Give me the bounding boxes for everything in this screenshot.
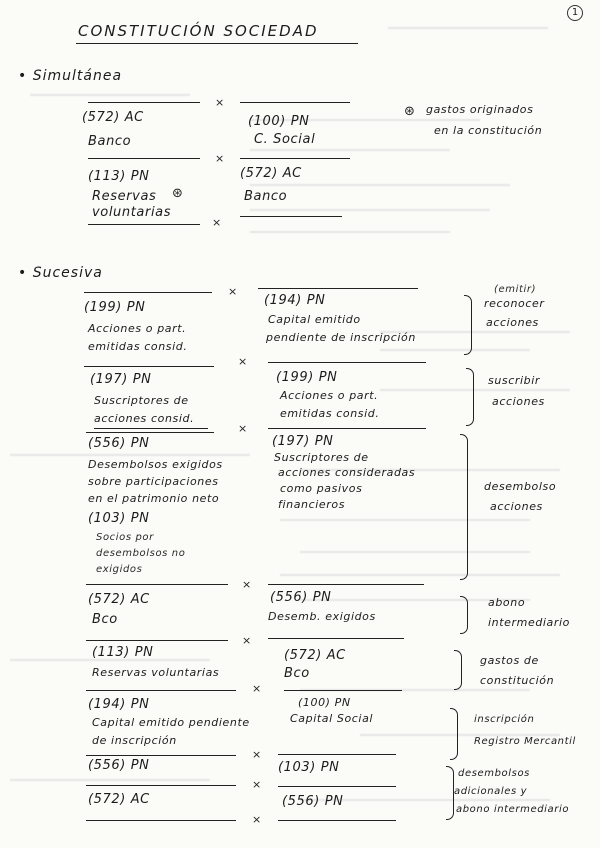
- entry-divider: [86, 690, 236, 691]
- cross-mark: ×: [242, 578, 252, 591]
- account-name: voluntarias: [92, 205, 172, 220]
- account-code: (572) AC: [88, 792, 150, 807]
- account-name: acciones consid.: [94, 412, 195, 425]
- entry-divider: [84, 366, 214, 367]
- side-note: acciones: [486, 316, 539, 329]
- account-name: Bco: [92, 612, 118, 627]
- account-code: (572) AC: [284, 648, 346, 663]
- entry-divider: [86, 755, 236, 756]
- account-name: como pasivos: [280, 482, 363, 495]
- account-code: (113) PN: [88, 169, 150, 184]
- account-code: (572) AC: [82, 110, 144, 125]
- entry-underline: [94, 428, 208, 429]
- account-name: Desemb. exigidos: [268, 610, 376, 623]
- entry-divider: [240, 158, 350, 159]
- account-name: Desembolsos exigidos: [88, 458, 223, 471]
- account-name: Suscriptores de: [94, 394, 189, 407]
- account-name: Capital emitido pendiente: [92, 716, 250, 729]
- side-note: acciones: [492, 395, 545, 408]
- account-code: (103) PN: [88, 511, 150, 526]
- brace: [464, 295, 472, 355]
- entry-divider: [88, 158, 200, 159]
- side-note: Registro Mercantil: [474, 736, 576, 747]
- account-code: (113) PN: [92, 645, 154, 660]
- account-name: Acciones o part.: [88, 322, 187, 335]
- cross-mark: ×: [252, 682, 262, 695]
- side-note: constitución: [480, 674, 555, 687]
- account-name: de inscripción: [92, 734, 177, 747]
- side-note: abono: [488, 596, 526, 609]
- cross-mark: ×: [228, 285, 238, 298]
- entry-divider: [278, 754, 396, 755]
- account-name: Banco: [244, 189, 288, 204]
- cross-mark: ×: [252, 778, 262, 791]
- side-note: intermediario: [488, 616, 571, 629]
- account-code: (194) PN: [264, 293, 326, 308]
- entry-divider: [278, 786, 396, 787]
- side-note: inscripción: [474, 714, 535, 725]
- account-name: Suscriptores de: [274, 451, 369, 464]
- section-heading-simultanea: • Simultánea: [18, 68, 123, 84]
- account-code: (199) PN: [276, 370, 338, 385]
- account-code: (556) PN: [88, 436, 150, 451]
- entry-divider: [86, 820, 236, 821]
- entry-divider: [268, 638, 404, 639]
- cross-mark: ×: [242, 634, 252, 647]
- account-name: en el patrimonio neto: [88, 492, 220, 505]
- cross-mark: ×: [212, 216, 222, 229]
- account-name: emitidas consid.: [280, 407, 380, 420]
- entry-divider: [86, 785, 236, 786]
- cross-mark: ×: [238, 422, 248, 435]
- side-note: suscribir: [488, 374, 541, 387]
- account-code: (197) PN: [90, 372, 152, 387]
- side-note: desembolso: [484, 480, 557, 493]
- page-title: CONSTITUCIÓN SOCIEDAD: [78, 22, 319, 40]
- brace: [460, 596, 468, 634]
- account-code: (556) PN: [88, 758, 150, 773]
- brace: [466, 368, 474, 426]
- account-name: Bco: [284, 666, 310, 681]
- brace: [460, 434, 468, 580]
- account-name: pendiente de inscripción: [266, 331, 416, 344]
- cross-mark: ×: [252, 813, 262, 826]
- side-note: acciones: [490, 500, 543, 513]
- cross-mark: ×: [215, 152, 225, 165]
- account-name: sobre participaciones: [88, 475, 219, 488]
- entry-divider: [86, 432, 214, 433]
- title-underline: [76, 43, 358, 44]
- account-name: desembolsos no: [96, 548, 186, 559]
- account-name: Reservas: [92, 189, 157, 204]
- account-name: exigidos: [96, 564, 143, 575]
- account-name: acciones consideradas: [278, 466, 416, 479]
- account-name: Acciones o part.: [280, 389, 379, 402]
- asterisk-mark: ⊛: [172, 186, 184, 201]
- account-name: Capital emitido: [268, 313, 361, 326]
- side-note: reconocer: [484, 297, 545, 310]
- account-code: (194) PN: [88, 697, 150, 712]
- account-code: (572) AC: [240, 166, 302, 181]
- account-name: Reservas voluntarias: [92, 666, 220, 679]
- account-code: (556) PN: [270, 590, 332, 605]
- account-code: (100) PN: [248, 114, 310, 129]
- account-name: C. Social: [254, 132, 316, 147]
- brace: [446, 766, 454, 820]
- account-name: emitidas consid.: [88, 340, 188, 353]
- account-code: (197) PN: [272, 434, 334, 449]
- brace: [450, 708, 458, 760]
- entry-divider: [268, 362, 426, 363]
- asterisk-mark: ⊛: [404, 104, 416, 119]
- side-note: (emitir): [494, 284, 537, 295]
- account-code: (556) PN: [282, 794, 344, 809]
- entry-divider: [284, 690, 402, 691]
- account-code: (100) PN: [298, 696, 351, 709]
- account-name: Capital Social: [290, 712, 374, 725]
- entry-divider: [84, 292, 212, 293]
- brace: [454, 650, 462, 690]
- account-code: (572) AC: [88, 592, 150, 607]
- account-name: Socios por: [96, 532, 154, 543]
- entry-divider: [86, 584, 228, 585]
- entry-divider: [88, 224, 200, 225]
- entry-divider: [86, 640, 228, 641]
- entry-divider: [278, 820, 396, 821]
- cross-mark: ×: [238, 355, 248, 368]
- entry-divider: [268, 584, 424, 585]
- account-code: (103) PN: [278, 760, 340, 775]
- entry-divider: [268, 428, 426, 429]
- account-code: (199) PN: [84, 300, 146, 315]
- side-note: gastos originados: [426, 103, 534, 116]
- side-note: desembolsos: [458, 768, 530, 779]
- entry-divider: [88, 102, 200, 103]
- side-note: en la constitución: [434, 124, 543, 137]
- page-number-circle: 1: [567, 5, 583, 21]
- side-note: abono intermediario: [456, 804, 570, 815]
- section-heading-sucesiva: • Sucesiva: [18, 265, 103, 281]
- entry-divider: [240, 216, 342, 217]
- cross-mark: ×: [252, 748, 262, 761]
- side-note: adicionales y: [454, 786, 528, 797]
- cross-mark: ×: [215, 96, 225, 109]
- account-name: financieros: [278, 498, 346, 511]
- entry-divider: [240, 102, 350, 103]
- account-name: Banco: [88, 134, 132, 149]
- side-note: gastos de: [480, 654, 539, 667]
- entry-divider: [258, 288, 418, 289]
